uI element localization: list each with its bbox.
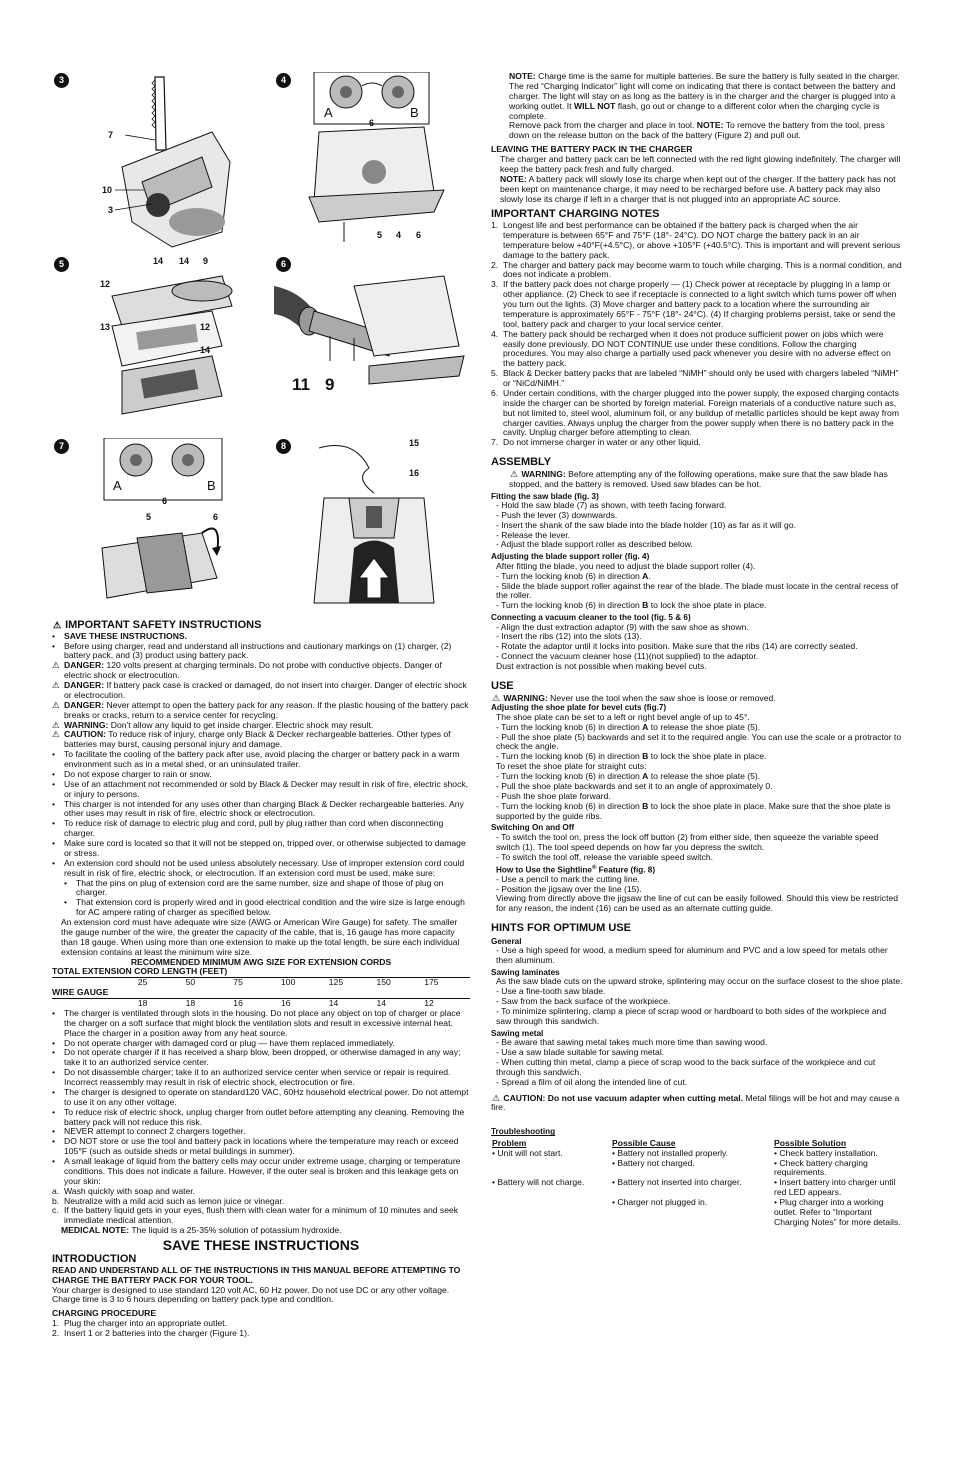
item-text: Before using charger, read and understand all instructions and cautionary markings on (1) charger, (2) battery pack, and (3) product using battery pack. [64, 640, 452, 661]
item-text: Black & Decker battery packs that are labeled “NiMH” should only be used with chargers labeled “NiMH” or “NiCd/NiMH.” [503, 368, 899, 389]
cord-length-cell: 25 [137, 977, 148, 988]
safety-item [52, 1068, 470, 1088]
troubleshooting-table [491, 1139, 903, 1228]
metal-line: - Be aware that sawing metal takes much more time than sawing wood. [496, 1037, 768, 1048]
roller-step-1: - Turn the locking knob (6) in direction A. [496, 570, 651, 581]
safety-subitem [52, 879, 470, 899]
item-text: That the pins on plug of extension cord are the same number, size and shape of those of plug on charger. [76, 877, 444, 898]
save-instructions-title: SAVE THESE INSTRUCTIONS [162, 1237, 360, 1254]
item-text: Do not expose charger to rain or snow. [64, 768, 212, 779]
laminates-line: - Saw from the back surface of the workpiece. [496, 996, 671, 1007]
callout-B: B [410, 105, 419, 120]
figure-6-badge: 6 [276, 257, 291, 272]
switch-line: - To switch the tool on, press the lock off button (2) from either side, then squeeze the variable speed switch (1). The tool speed depends on how far you depress the switch. [496, 831, 879, 852]
bevel-title: Adjusting the shoe plate for bevel cuts (fig.7) [491, 703, 667, 713]
item-text: Do not disassemble charger; take it to an authorized service center when service or repair is required. Incorrect reassembly may result in risk of electric shock, electrocution or fire. [64, 1067, 451, 1088]
figure-8 [274, 438, 470, 613]
use-warning: ⚠ WARNING: Never use the tool when the saw shoe is loose or removed. [491, 692, 776, 703]
wire-gauge-cell: 18 [185, 998, 196, 1009]
charging-note-item [491, 389, 903, 438]
callout-6-fig7: 6 [162, 496, 168, 506]
item-text: To reduce risk of damage to electric plug and cord, pull by plug rather than cord when disconnecting charger. [64, 818, 444, 839]
cord-length-row [52, 978, 470, 988]
item-text: A small leakage of liquid from the battery cells may occur under extreme usage, charging or temperature conditions. This does not indicate a failure. However, if the outer seal is broken and this leakage gets on your skin: [64, 1156, 461, 1186]
item-number: 1. [491, 220, 499, 231]
item-number: 4. [491, 328, 499, 339]
sightline-illustration [274, 438, 470, 613]
callout-B-fig7: B [207, 478, 216, 493]
item-text: The battery pack should be recharged when it does not produce sufficient power on jobs which were easily done previously. DO NOT CONTINUE use under these conditions. Follow the charging procedures. You may also charge a partially used pack whenever you desire with no adverse effect on the battery pack. [503, 328, 891, 369]
item-text: That extension cord is properly wired and in good electrical condition and the wire size is large enough for AC ampere rating of charger as specified below. [76, 897, 465, 918]
item-text: The charger and battery pack may become warm to touch while charging. This is a normal condition, and does not indicate a problem. [503, 259, 902, 280]
item-number: 7. [491, 437, 499, 448]
troubleshooting-cause: • Battery not inserted into charger. [612, 1177, 742, 1188]
item-text: If the battery pack does not charge properly — (1) Check power at receptacle by plugging in a lamp or other appliance. (2) Check to see if receptacle is connected to a light switch which turns power off when you turn out the lights. (3) Move charger and battery pack to a location where the surrounding air temperature is approximately 65°F - 75°F (18°- 24°C). (4) If charging problems persist, take or send the tool, battery pack and charger to your local service center. [503, 279, 897, 329]
safety-item [52, 701, 470, 721]
item-text: Longest life and best performance can be obtained if the battery pack is charged when the air temperature is between 65°F and 75°F (18°- 24°C). DO NOT charge the battery pack in an air temperature below +40°F(+4.5°C), or above +105°F (+40.5°C). This is important and will prevent serious damage to the battery pack. [503, 220, 901, 260]
wire-gauge-cell: 14 [376, 998, 387, 1009]
callout-6b: 6 [416, 230, 422, 240]
introduction-bold: READ AND UNDERSTAND ALL OF THE INSTRUCTIONS IN THIS MANUAL BEFORE ATTEMPTING TO CHARGE THE BATTERY PACK FOR YOUR TOOL. [52, 1264, 461, 1285]
roller-title: Adjusting the blade support roller (fig. 4) [491, 552, 650, 562]
callout-12b: 12 [200, 322, 211, 332]
vacuum-title: Connecting a vacuum cleaner to the tool (fig. 5 & 6) [491, 613, 691, 623]
charging-note-item [491, 330, 903, 370]
callout-5: 5 [377, 230, 383, 240]
wire-gauge-header: WIRE GAUGE [52, 988, 470, 999]
figure-8-badge: 8 [276, 439, 291, 454]
safety-item [52, 780, 470, 800]
callout-7: 7 [108, 130, 114, 140]
assembly-title: ASSEMBLY [491, 456, 552, 469]
callout-14b: 14 [179, 256, 190, 266]
laminates-list [491, 977, 903, 1026]
bullet-mark: • [52, 778, 56, 789]
item-text: To facilitate the cooling of the battery pack after use, avoid placing the charger or battery pack in a warm environment such as in a metal shed, or an uninsulated trailer. [64, 749, 460, 770]
warning-triangle-icon: ⚠ [52, 729, 60, 740]
callout-10: 10 [102, 185, 113, 195]
table-row [491, 1178, 903, 1198]
item-text: Use of an attachment not recommended or sold by Black & Decker may result in risk of fire, electric shock, or injury to persons. [64, 778, 469, 799]
safety-subitem [52, 898, 470, 918]
metal-title: Sawing metal [491, 1028, 544, 1038]
charging-note-item [491, 221, 903, 261]
item-text: Do not immerse charger in water or any other liquid. [503, 437, 701, 448]
safety-item [52, 819, 470, 839]
callout-15: 15 [409, 438, 420, 448]
bullet-mark: c. [52, 1205, 59, 1216]
vacuum-list [491, 623, 903, 672]
right-column [491, 72, 903, 1228]
bullet-mark: • [52, 1106, 56, 1117]
laminates-line: - Use a fine-tooth saw blade. [496, 986, 606, 997]
cord-note: An extension cord must have adequate wire size (AWG or American Wire Gauge) for safety. The smaller the gauge number of the wire, the greater the capacity of the cable, that is, 16 gauge has more capacity than 18 gauge. When using more than one extension to make up the total length, be sure each individual extension contains at least the minimum wire size. [61, 917, 460, 957]
callout-16: 16 [409, 468, 420, 478]
charging-note-item [491, 280, 903, 329]
bullet-mark: • [64, 877, 68, 888]
bullet-mark: • [52, 640, 56, 651]
figure-6 [274, 256, 470, 416]
dust-adaptor-illustration [52, 256, 242, 416]
table-row [491, 1159, 903, 1179]
bullet-mark: • [52, 857, 56, 868]
item-text: If the battery liquid gets in your eyes, flush them with clean water for a minimum of 10 minutes and seek immediate medical attention. [64, 1205, 459, 1226]
bevel-step-3: - Turn the locking knob (6) in direction B to lock the shoe plate in place. [496, 751, 767, 762]
item-number: 3. [491, 279, 499, 290]
safety-item [52, 839, 470, 859]
charging-procedure-title: CHARGING PROCEDURE [52, 1308, 157, 1319]
cause-header: Possible Cause [612, 1137, 676, 1148]
cord-length-cell: 75 [233, 977, 243, 988]
callout-4: 4 [396, 230, 402, 240]
item-bold: SAVE THESE INSTRUCTIONS. [64, 630, 188, 641]
item-number: 5. [491, 368, 499, 379]
troubleshooting-cause: • Charger not plugged in. [612, 1197, 708, 1208]
locking-knob-illustration [274, 72, 470, 252]
left-text [52, 615, 470, 1339]
laminates-line: - To minimize splintering, clamp a piece of scrap wood or hardboard to both sides of the workpiece and saw through this sandwich. [496, 1006, 887, 1026]
troubleshooting-cause: • Battery not charged. [612, 1157, 695, 1168]
sightline-line: Viewing from directly above the jigsaw the line of cut can be easily followed. Should this view be restricted for any reason, the indent (16) can be used as an alternate cutting guide. [496, 893, 899, 914]
warning-triangle-icon: ⚠ [491, 1092, 501, 1103]
figure-4-badge: 4 [276, 73, 291, 88]
callout-3: 3 [108, 205, 114, 215]
callout-13: 13 [100, 322, 111, 332]
sightline-line: - Position the jigsaw over the line (15). [496, 883, 642, 894]
figure-7 [52, 438, 242, 613]
charging-notes-list [491, 221, 903, 448]
safety-item [52, 859, 470, 879]
charging-steps [52, 1319, 470, 1339]
callout-6b-fig7: 6 [213, 512, 219, 522]
sightline-title: How to Use the Sightline® Feature (fig. 8) [496, 864, 656, 875]
warning-triangle-icon: ⚠ [509, 468, 519, 479]
metal-list [491, 1038, 903, 1087]
bullet-mark: • [52, 1007, 56, 1018]
warning-triangle-icon: ⚠ [491, 692, 501, 703]
safety-item [52, 642, 470, 662]
safety-item [52, 1108, 470, 1128]
wire-gauge-cell: 16 [233, 998, 243, 1009]
introduction-title: INTRODUCTION [52, 1253, 137, 1266]
figure-7-badge: 7 [54, 439, 69, 454]
introduction-text: Your charger is designed to use standard 120 volt AC, 60 Hz power. Do not use DC or any other voltage. Charge time is 3 to 6 hours depending on battery pack type and condition. [52, 1284, 450, 1305]
charging-step-item [52, 1329, 470, 1339]
callout-A: A [324, 105, 333, 120]
fitting-list [491, 501, 903, 550]
safety-item [52, 661, 470, 681]
safety-item [52, 1048, 470, 1068]
bullet-mark: • [52, 838, 56, 849]
item-text: To reduce risk of electric shock, unplug charger from outlet before attempting any cleaning. Removing the battery pack will not reduce this risk. [64, 1106, 465, 1127]
troubleshooting-title: Troubleshooting [491, 1127, 556, 1137]
item-bold: CAUTION: [64, 729, 107, 740]
troubleshooting-solution: • Check battery charging requirements. [774, 1157, 868, 1178]
item-text: If battery pack case is cracked or damaged, do not insert into charger. Danger of electric shock or electrocution. [64, 680, 467, 700]
cord-table [52, 958, 470, 1009]
troubleshooting-solution: • Plug charger into a working outlet. Refer to “Important Charging Notes” for more details. [774, 1197, 901, 1227]
bullet-mark: • [52, 1086, 56, 1097]
general-line: - Use a high speed for wood, a medium speed for aluminum and PVC and a low speed for metals other then aluminum. [496, 945, 888, 966]
item-text: Do not operate charger with damaged cord or plug — have them replaced immediately. [64, 1037, 395, 1048]
item-text: An extension cord should not be used unless absolutely necessary. Use of improper extension cord could result in risk of fire, electric shock, or electrocution. If an extension cord must be used, make sure: [64, 857, 465, 878]
item-text: Do not operate charger if it has received a sharp blow, been dropped, or otherwise damaged in any way; take it to an authorized service center. [64, 1047, 461, 1068]
bevel-intro: The shoe plate can be set to a left or right bevel angle of up to 45°. [496, 711, 750, 722]
assembly-warning: ⚠ WARNING: Before attempting any of the following operations, make sure that the saw blade has stopped, and the battery is removed. Used saw blades can be hot. [509, 468, 888, 489]
figure-5-badge: 5 [54, 257, 69, 272]
roller-intro: After fitting the blade, you need to adjust the blade support roller (4). [496, 560, 756, 571]
item-text: Make sure cord is located so that it will not be stepped on, tripped over, or otherwise subjected to damage or stress. [64, 838, 466, 858]
item-text: Wash quickly with soap and water. [64, 1185, 196, 1196]
laminates-line: As the saw blade cuts on the upward stroke, splintering may occur on the surface closest to the shoe plate. [496, 976, 903, 987]
leaving-note: NOTE: A battery pack will slowly lose its charge when kept out of the charger. If the battery pack has not been kept on maintenance charge, it may need to be recharged before use. A battery pack may also slowly lose its charge if left in a charger that is not plugged into an appropriate AC source. [500, 173, 896, 204]
wire-gauge-cell: 12 [424, 998, 434, 1009]
bullet-mark: • [52, 1126, 56, 1137]
item-text: The charger is ventilated through slots in the housing. Do not place any object on top of charger or place the charger on a soft surface that might block the ventilation slots and result in excessive internal heat. Place the charger in a position away from any heat source. [64, 1007, 461, 1038]
laminates-title: Sawing laminates [491, 968, 560, 977]
charging-note: NOTE: Charge time is the same for multiple batteries. Be sure the battery is fully seated in the charger. The red “Charging Indicator” light will come on indicating that there is contact between the battery and charger. The light will stay on as long as the battery is in the charger and the charger is plugged into a working outlet. It WILL NOT flash, go out or change to a different color when the charging cycle is complete. [509, 71, 900, 121]
charging-note-item [491, 438, 903, 448]
vacuum-line: Dust extraction is not possible when making bevel cuts. [496, 661, 707, 672]
callout-9: 9 [203, 256, 209, 266]
safety-item [52, 750, 470, 770]
switch-line: - To switch the tool off, release the variable speed switch. [496, 851, 714, 862]
fitting-line: - Insert the shank of the saw blade into the blade holder (10) as far as it will go. [496, 519, 796, 530]
metal-line: - Use a saw blade suitable for sawing metal. [496, 1047, 665, 1058]
bullet-mark: • [52, 1047, 56, 1058]
item-number: 2. [52, 1328, 60, 1338]
safety-list-2 [52, 1009, 470, 1226]
remove-pack-note: Remove pack from the charger and place in tool. NOTE: To remove the battery from the tool, press down on the release button on the back of the battery (Figure 2) and pull out. [509, 120, 885, 141]
callout-14c: 14 [200, 345, 211, 355]
callout-14a: 14 [153, 256, 164, 266]
fitting-line: - Release the lever. [496, 529, 571, 540]
item-number: 2. [491, 259, 499, 270]
general-title: General [491, 936, 522, 946]
troubleshooting-problem [491, 1198, 611, 1228]
item-text: 120 volts present at charging terminals. Do not probe with conductive objects. Danger of electric shock or electrocution. [64, 660, 442, 681]
bullet-mark: • [52, 818, 56, 829]
hints-title: HINTS FOR OPTIMUM USE [491, 922, 631, 935]
switch-title: Switching On and Off [491, 823, 575, 833]
bevel-knob-illustration [52, 438, 242, 613]
item-bold: DANGER: [64, 699, 105, 710]
warning-triangle-icon: ⚠ [52, 660, 60, 671]
charging-note-item [491, 369, 903, 389]
callout-6: 6 [369, 118, 375, 128]
vacuum-line: - Align the dust extraction adaptor (9) with the saw shoe as shown. [496, 621, 749, 632]
warning-triangle-icon: ⚠ [52, 719, 60, 730]
safety-item [52, 1088, 470, 1108]
bevel-step-1: - Turn the locking knob (6) in direction A to release the shoe plate (5). [496, 721, 761, 732]
leaving-text: The charger and battery pack can be left connected with the red light glowing indefinitely. The charger will keep the battery pack fresh and fully charged. [500, 154, 901, 174]
roller-step-2: - Slide the blade support roller against the rear of the blade. The blade must locate in the central recess of the roller. [496, 580, 899, 601]
bullet-mark: b. [52, 1195, 60, 1206]
item-bold: DANGER: [64, 680, 105, 691]
troubleshooting-cause: • Battery not installed properly. [612, 1147, 729, 1158]
reset-step-1: - Turn the locking knob (6) in direction A to release the shoe plate (5). [496, 771, 761, 782]
item-text: Never attempt to open the battery pack for any reason. If the plastic housing of the battery pack breaks or cracks, return to a service center for recycling. [64, 699, 469, 720]
cord-length-cell: 50 [185, 977, 196, 988]
fitting-line: - Adjust the blade support roller as described below. [496, 539, 693, 550]
warning-triangle-icon: ⚠ [52, 620, 62, 630]
cord-length-header: TOTAL EXTENSION CORD LENGTH (FEET) [52, 967, 470, 978]
leaving-title: LEAVING THE BATTERY PACK IN THE CHARGER [491, 144, 693, 155]
wire-gauge-cell: 14 [328, 998, 339, 1009]
medical-note: MEDICAL NOTE: The liquid is a 25-35% solution of potassium hydroxide. [61, 1225, 342, 1236]
bevel-step-2: - Pull the shoe plate (5) backwards and set it to the required angle. You can use the scale or a protractor to check the angle. [496, 731, 902, 752]
reset-intro: To reset the shoe plate for straight cuts: [496, 761, 647, 772]
bullet-mark: • [52, 1156, 56, 1167]
reset-step-2: - Pull the shoe plate backwards and set it to an angle of approximately 0. [496, 780, 773, 791]
sightline-list [491, 875, 903, 915]
cord-length-cell: 150 [376, 977, 391, 988]
item-text: NEVER attempt to connect 2 chargers together. [64, 1126, 246, 1137]
item-text: Insert 1 or 2 batteries into the charger (Figure 1). [64, 1328, 250, 1338]
safety-item [52, 1157, 470, 1187]
charging-note-item [491, 261, 903, 281]
item-text: Don't allow any liquid to get inside charger. Electric shock may result. [108, 719, 374, 730]
cord-length-cell: 125 [328, 977, 344, 988]
bullet-mark: • [52, 768, 56, 779]
solution-header: Possible Solution [774, 1137, 847, 1148]
table-row [491, 1198, 903, 1228]
safety-item [52, 681, 470, 701]
bullet-mark: • [52, 798, 56, 809]
reset-step-3: - Push the shoe plate forward. [496, 790, 611, 801]
switch-list [491, 833, 903, 863]
bullet-mark: • [52, 749, 56, 760]
general-list [491, 946, 903, 966]
bullet-mark: a. [52, 1185, 60, 1196]
safety-list [52, 632, 470, 879]
vacuum-line: - Connect the vacuum cleaner hose (11)(not supplied) to the adaptor. [496, 651, 759, 662]
vacuum-line: - Rotate the adaptor until it locks into position. Make sure that the ribs (14) are correctly seated. [496, 641, 858, 652]
troubleshooting-solution: • Insert battery into charger until red LED appears. [774, 1177, 896, 1198]
safety-item [52, 730, 470, 750]
item-bold: WARNING: [64, 719, 109, 730]
callout-5-fig7: 5 [146, 512, 152, 522]
item-text: This charger is not intended for any uses other than charging Black & Decker rechargeable batteries. Any other uses may result in risk of fire, electric shock or electrocution. [64, 798, 464, 819]
bullet-mark: • [64, 897, 68, 908]
troubleshooting-problem [491, 1159, 611, 1179]
bullet-mark: • [52, 630, 56, 641]
bullet-mark: • [52, 1037, 56, 1048]
safety-sublist [52, 879, 470, 919]
troubleshooting-solution: • Check battery installation. [774, 1147, 878, 1158]
vacuum-line: - Insert the ribs (12) into the slots (13). [496, 631, 642, 642]
safety-item [52, 1137, 470, 1157]
item-text: The charger is designed to operate on standard120 VAC, 60Hz household electrical power. Do not attempt to use it on any other voltage. [64, 1086, 469, 1107]
problem-header: Problem [492, 1137, 527, 1148]
item-text: To reduce risk of injury, charge only Black & Decker rechargeable batteries. Other types of batteries may burst, causing personal injury and damage. [64, 729, 451, 750]
callout-12a: 12 [100, 279, 111, 289]
jigsaw-blade-illustration [52, 72, 242, 252]
item-bold: DANGER: [64, 660, 105, 671]
roller-step-3: - Turn the locking knob (6) in direction B to lock the shoe plate in place. [496, 600, 767, 611]
wire-gauge-cell: 16 [281, 998, 291, 1009]
fitting-title: Fitting the saw blade (fig. 3) [491, 491, 599, 501]
safety-item [52, 800, 470, 820]
fitting-line: - Push the lever (3) downwards. [496, 509, 618, 520]
callout-A-fig7: A [113, 478, 122, 493]
cord-length-cell: 100 [281, 977, 296, 988]
item-text: DO NOT store or use the tool and battery pack in locations where the temperature may reach or exceed 105°F (such as outside sheds or metal buildings in summer). [64, 1136, 459, 1157]
cord-length-cell: 175 [424, 977, 439, 988]
figure-3 [52, 72, 242, 252]
item-number: 6. [491, 387, 499, 398]
safety-item [52, 1206, 470, 1226]
sightline-line: - Use a pencil to mark the cutting line. [496, 873, 640, 884]
warning-triangle-icon: ⚠ [52, 699, 60, 710]
item-text: Neutralize with a mild acid such as lemon juice or vinegar. [64, 1195, 285, 1206]
figure-3-badge: 3 [54, 73, 69, 88]
use-title: USE [491, 679, 514, 692]
fitting-line: - Hold the saw blade (7) as shown, with teeth facing forward. [496, 499, 727, 510]
cord-table-title: RECOMMENDED MINIMUM AWG SIZE FOR EXTENSION CORDS [130, 956, 392, 967]
metal-caution: ⚠ CAUTION: Do not use vacuum adapter when cutting metal. Metal filings will be hot and may cause a fire. [491, 1092, 900, 1113]
reset-step-4: - Turn the locking knob (6) in direction B to lock the shoe plate in place. Make sure that the shoe plate is supported by the guide ribs. [496, 800, 891, 821]
metal-line: - When cutting thin metal, clamp a piece of scrap wood to the back surface of the workpiece and cut through this sandwich. [496, 1056, 876, 1077]
safety-item [52, 1009, 470, 1039]
troubleshooting-problem: • Battery will not charge. [492, 1177, 585, 1188]
callout-11: 11 [292, 375, 310, 394]
bullet-mark: • [52, 1067, 56, 1078]
charging-notes-title: IMPORTANT CHARGING NOTES [491, 208, 660, 221]
wire-gauge-cell: 18 [137, 998, 148, 1009]
item-number: 1. [52, 1318, 60, 1329]
item-text: Plug the charger into an appropriate outlet. [64, 1318, 227, 1329]
bullet-mark: • [52, 1136, 56, 1147]
safety-title: ⚠ IMPORTANT SAFETY INSTRUCTIONS [52, 619, 262, 631]
item-text: Under certain conditions, with the charger plugged into the power supply, the exposed charging contacts inside the charger can be shorted by foreign material. Foreign materials of a conductive nature such as, but not limited to, steel wool, aluminum foil, or any buildup of metallic particles should be kept away from charger cavities. Always unplug the charger from the power supply when there is no battery pack in the cavity. Unplug charger before attempting to clean. [503, 387, 899, 438]
callout-9-hose: 9 [325, 375, 335, 394]
figure-5 [52, 256, 242, 416]
figure-4 [274, 72, 470, 252]
troubleshooting-problem: • Unit will not start. [492, 1147, 563, 1158]
warning-triangle-icon: ⚠ [52, 680, 60, 691]
metal-line: - Spread a film of oil along the intended line of cut. [496, 1076, 688, 1087]
